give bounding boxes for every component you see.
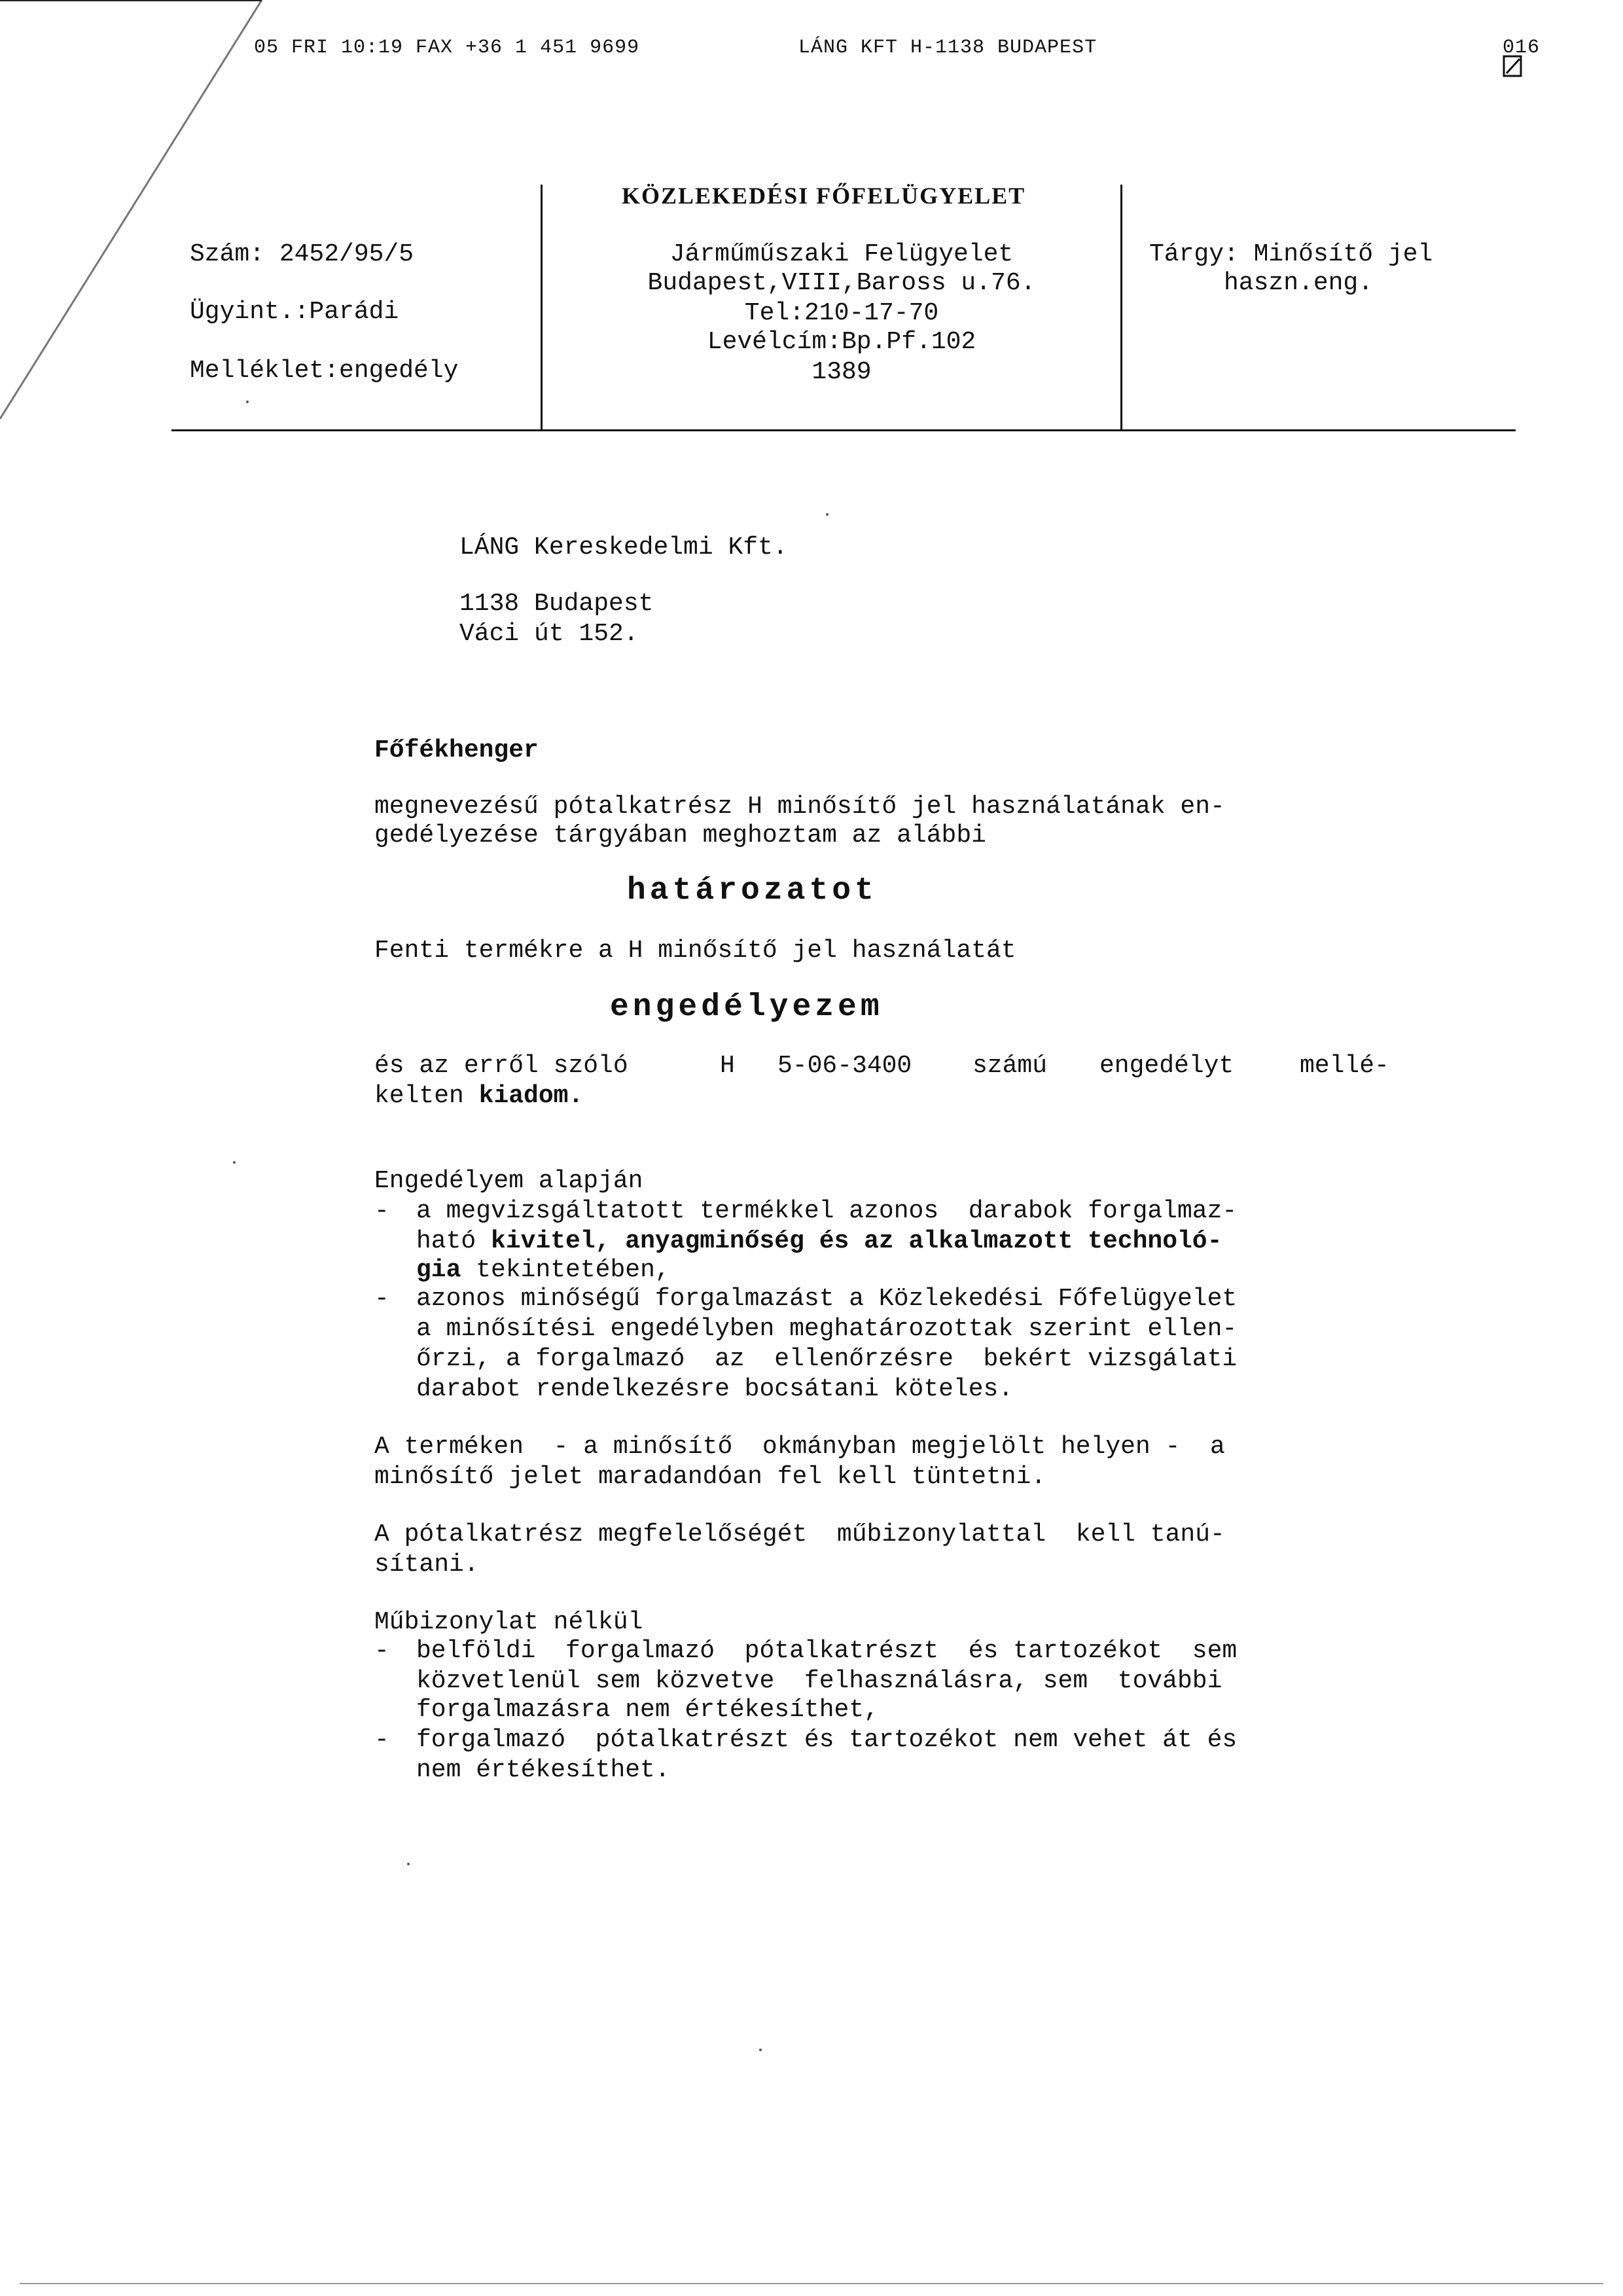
- authority-line-1: Járműműszaki Felügyelet: [669, 240, 1014, 268]
- certificate-heading: Műbizonylat nélkül: [374, 1608, 643, 1636]
- authority-line-3: Tel:210-17-70: [744, 299, 939, 327]
- authority-line-5: 1389: [812, 358, 872, 386]
- bullet-2-line-1: azonos minőségű forgalmazást a Közlekedési Főfelügyelet: [416, 1285, 1238, 1313]
- cert-bullet-2-line-2: nem értékesíthet.: [416, 1756, 670, 1784]
- intro-line-1: megnevezésű pótalkatrész H minősítő jel használatának en-: [374, 793, 1225, 821]
- permission-line: Fenti termékre a H minősítő jel használatát: [374, 937, 1016, 965]
- fax-header-left: 05 FRI 10:19 FAX +36 1 451 9699: [254, 37, 640, 59]
- bullet-dash: -: [374, 1197, 389, 1225]
- bullet-dash: -: [374, 1285, 389, 1313]
- fax-page-number: 016: [1503, 37, 1541, 59]
- intro-line-2: gedélyezése tárgyában meghoztam az alábbi: [374, 821, 986, 850]
- case-officer: Ügyint.:Parádi: [190, 298, 399, 326]
- scan-speck: [246, 401, 249, 403]
- bullet-2-line-3: őrzi, a forgalmazó az ellenőrzésre bekért vizsgálati: [416, 1345, 1238, 1373]
- scan-speck: [407, 1863, 410, 1865]
- bullet-dash: -: [374, 1726, 389, 1754]
- scan-speck: [826, 513, 829, 516]
- letterhead-divider-left: [541, 185, 543, 431]
- conformity-line-2: sítani.: [374, 1551, 479, 1579]
- authority-line-2: Budapest,VIII,Baross u.76.: [647, 269, 1036, 297]
- reference-number: Szám: 2452/95/5: [190, 240, 414, 268]
- fax-header-center: LÁNG KFT H-1138 BUDAPEST: [798, 37, 1097, 59]
- cert-bullet-2-line-1: forgalmazó pótalkatrészt és tartozékot nem vehet át és: [416, 1726, 1238, 1754]
- cert-bullet-1-line-1: belföldi forgalmazó pótalkatrészt és tartozékot sem: [416, 1637, 1238, 1665]
- conformity-line-1: A pótalkatrész megfelelőségét műbizonylattal kell tanú-: [374, 1520, 1225, 1549]
- basis-heading: Engedélyem alapján: [374, 1167, 643, 1195]
- product-name: Főfékhenger: [374, 736, 539, 764]
- decision-heading: határozatot: [627, 873, 878, 908]
- recipient-name: LÁNG Kereskedelmi Kft.: [459, 533, 788, 562]
- cert-bullet-1-line-2: közvetlenül sem közvetve felhasználásra, sem további: [416, 1667, 1222, 1695]
- authority-name: KÖZLEKEDÉSI FŐFELÜGYELET: [622, 183, 1026, 209]
- bullet-1-line-1: a megvizsgáltatott termékkel azonos darabok forgalmaz-: [416, 1197, 1238, 1225]
- attachment-note: Melléklet:engedély: [190, 357, 459, 385]
- bullet-2-line-2: a minősítési engedélyben meghatározottak szerint ellen-: [416, 1315, 1238, 1343]
- letterhead-rule: [171, 429, 1516, 431]
- recipient-street: Váci út 152.: [459, 620, 639, 648]
- subject-line-1: Tárgy: Minősítő jel: [1149, 240, 1433, 268]
- permission-heading: engedélyezem: [610, 990, 883, 1025]
- marking-line-2: minősítő jelet maradandóan fel kell tüntetni.: [374, 1463, 1046, 1491]
- authority-line-4: Levélcím:Bp.Pf.102: [707, 328, 976, 356]
- subject-line-2: haszn.eng.: [1224, 269, 1374, 297]
- scan-speck: [233, 1161, 236, 1164]
- permit-line-2: kelten kiadom.: [374, 1082, 584, 1110]
- bullet-1-line-3: gia tekintetében,: [416, 1256, 670, 1284]
- scan-speck: [759, 2049, 762, 2051]
- permit-number: 5-06-3400: [777, 1052, 912, 1080]
- bullet-2-line-4: darabot rendelkezésre bocsátani köteles.: [416, 1375, 1014, 1403]
- scan-bottom-edge: [20, 2283, 1603, 2284]
- bullet-1-line-2: ható kivitel, anyagminőség és az alkalmazott technoló-: [416, 1227, 1222, 1255]
- cert-bullet-1-line-3: forgalmazásra nem értékesíthet,: [416, 1696, 879, 1724]
- permit-line-1b: H: [720, 1052, 735, 1080]
- recipient-city: 1138 Budapest: [459, 590, 654, 618]
- marking-line-1: A terméken - a minősítő okmányban megjelölt helyen - a: [374, 1433, 1225, 1461]
- permit-line-1e: engedélyt: [1099, 1052, 1234, 1080]
- permit-line-1f: mellé-: [1300, 1052, 1389, 1080]
- bullet-dash: -: [374, 1637, 389, 1665]
- permit-line-1d: számú: [972, 1052, 1048, 1080]
- letterhead-divider-right: [1120, 185, 1122, 431]
- permit-line-1a: és az erről szóló: [374, 1052, 628, 1080]
- scan-corner-artifact: [0, 0, 275, 458]
